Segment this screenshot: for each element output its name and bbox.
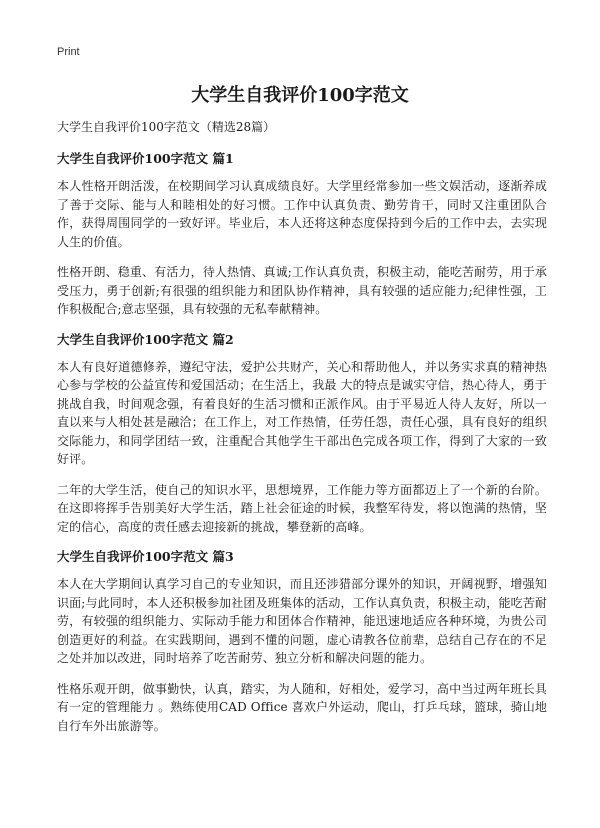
paragraph: 本人有良好道德修养，遵纪守法，爱护公共财产，关心和帮助他人，并以务实求真的精神热心参与学校的公益宣传和爱国活动；在生活上，我最 大的特点是诚实守信，热心待人，勇于挑战自我，时间观念强，有着良好的生活习惯和正派作风。由于平易近人待人友好，所以一直以来与人相处甚是融洽；在工作上，对工作热情，任劳任怨，责任心强，具有良好的组织交际能力，和同学团结一致，注重配合其他学生干部出色完成各项工作，得到了大家的一致好评。 bbox=[57, 359, 547, 466]
print-link[interactable]: Print bbox=[57, 46, 80, 58]
paragraph: 二年的大学生活，使自己的知识水平，思想境界，工作能力等方面都迈上了一个新的台阶。在这即将挥手告别美好大学生活，踏上社会征途的时候，我整军待发，将以饱满的热情，坚定的信心，高度的责任感去迎接新的挑战，攀登新的高峰。 bbox=[57, 482, 547, 534]
section-2 bbox=[57, 331, 547, 537]
section-heading: 大学生自我评价100字范文 篇3 bbox=[57, 549, 234, 564]
section-3 bbox=[57, 548, 547, 735]
paragraph: 本人在大学期间认真学习自己的专业知识，而且还涉猎部分课外的知识，开阔视野，增强知识面;与此同时，本人还积极参加社团及班集体的活动，工作认真负责，积极主动，能吃苦耐劳，有较强的组织能力、实际动手能力和团体合作精神，能迅速地适应各种环境，为贵公司创造更好的利益。在实践期间，遇到不懂的问题，虚心请教各位前辈，总结自己存在的不足之处并加以改进，同时培养了吃苦耐劳、独立分析和解决问题的能力。 bbox=[57, 577, 547, 665]
page-title: 大学生自我评价100字范文 bbox=[191, 85, 409, 106]
document-subtitle: 大学生自我评价100字范文（精选28篇） bbox=[57, 120, 276, 134]
section-heading: 大学生自我评价100字范文 篇2 bbox=[57, 331, 234, 347]
paragraph: 性格乐观开朗，做事勤快，认真，踏实，为人随和，好相处，爱学习，高中当过两年班长具有一定的管理能力 。熟练使用CAD Office 喜欢户外运动，爬山，打乒乓球，篮球，骑山地自行车外出旅游等。 bbox=[57, 681, 547, 733]
document-body bbox=[57, 118, 547, 747]
section-1 bbox=[57, 150, 547, 319]
paragraph: 性格开朗、稳重、有活力，待人热情、真诚;工作认真负责，积极主动，能吃苦耐劳，用于承受压力，勇于创新;有很强的组织能力和团队协作精神，具有较强的适应能力;纪律性强，工作积极配合;意志坚强，具有较强的无私奉献精神。 bbox=[57, 265, 547, 316]
section-heading: 大学生自我评价100字范文 篇1 bbox=[57, 151, 234, 166]
paragraph: 本人性格开朗活泼，在校期间学习认真成绩良好。大学里经常参加一些文娱活动，逐渐养成了善于交际、能与人和睦相处的好习惯。工作中认真负责、勤劳肯干，同时又注重团队合作，获得周围同学的一致好评。毕业后，本人还将这种态度保持到今后的工作中去，去实现人生的价值。 bbox=[57, 179, 547, 249]
